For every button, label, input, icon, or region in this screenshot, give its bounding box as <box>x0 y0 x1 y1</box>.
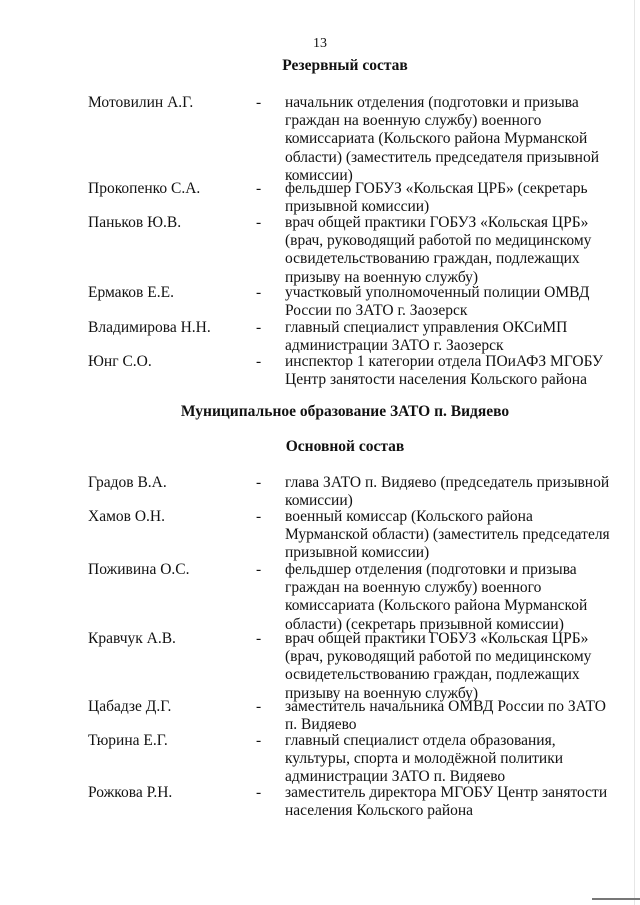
member-dash: - <box>256 94 262 111</box>
member-role: фельдшер ГОБУЗ «Кольская ЦРБ» (секретарь призывной комиссии) <box>285 180 588 216</box>
member-name: Владимирова Н.Н. <box>88 319 211 336</box>
member-role: фельдшер отделения (подготовки и призыва граждан на военную службу) военного комиссариата (Кольского района Мурманской области) (секретарь призывной комиссии) <box>285 561 588 633</box>
member-dash: - <box>256 561 262 578</box>
member-role: главный специалист отдела образования, культуры, спорта и молодёжной политики администрации ЗАТО п. Видяево <box>285 732 564 786</box>
member-dash: - <box>256 353 262 370</box>
member-dash: - <box>256 698 262 715</box>
member-dash: - <box>256 284 262 301</box>
scan-corner-mark <box>592 898 640 900</box>
member-name: Градов В.А. <box>88 474 167 491</box>
member-dash: - <box>256 508 262 525</box>
member-name: Цабадзе Д.Г. <box>88 698 172 715</box>
member-dash: - <box>256 732 262 749</box>
member-name: Тюрина Е.Г. <box>88 732 168 749</box>
member-role: заместитель начальника ОМВД России по ЗАТО п. Видяево <box>285 698 606 734</box>
member-role: военный комиссар (Кольского района Мурманской области) (заместитель председателя призывной комиссии) <box>285 508 610 562</box>
member-dash: - <box>256 784 262 801</box>
member-name: Юнг С.О. <box>88 353 152 370</box>
member-name: Хамов О.Н. <box>88 508 165 525</box>
member-name: Кравчук А.В. <box>88 630 176 647</box>
member-dash: - <box>256 630 262 647</box>
member-role: участковый уполномоченный полиции ОМВД России по ЗАТО г. Заозерск <box>285 284 590 320</box>
member-name: Поживина О.С. <box>88 561 190 578</box>
member-role: начальник отделения (подготовки и призыва граждан на военную службу) военного комиссариата (Кольского района Мурманской области) (заместитель председателя призывной комиссии) <box>285 94 600 184</box>
member-dash: - <box>256 180 262 197</box>
member-name: Ермаков Е.Е. <box>88 284 174 301</box>
scan-edge-line <box>634 0 635 905</box>
main-composition-heading: Основной состав <box>285 438 405 455</box>
member-name: Рожкова Р.Н. <box>88 784 173 801</box>
member-role: глава ЗАТО п. Видяево (председатель призывной комиссии) <box>285 474 610 510</box>
reserve-composition-heading: Резервный состав <box>282 57 408 74</box>
member-role: врач общей практики ГОБУЗ «Кольская ЦРБ» (врач, руководящий работой по медицинскому освидетельствованию граждан, подлежащих призыву на военную службу) <box>285 214 592 286</box>
member-role: главный специалист управления ОКСиМП администрации ЗАТО г. Заозерск <box>285 319 568 355</box>
municipality-heading: Муниципальное образование ЗАТО п. Видяево <box>180 403 510 420</box>
member-name: Мотовилин А.Г. <box>88 94 194 111</box>
member-name: Паньков Ю.В. <box>88 214 182 231</box>
member-role: инспектор 1 категории отдела ПОиАФЗ МГОБУ Центр занятости населения Кольского района <box>285 353 603 389</box>
member-dash: - <box>256 474 262 491</box>
member-name: Прокопенко С.А. <box>88 180 201 197</box>
member-role: заместитель директора МГОБУ Центр занятости населения Кольского района <box>285 784 608 820</box>
member-dash: - <box>256 319 262 336</box>
page-number: 13 <box>313 36 327 51</box>
member-role: врач общей практики ГОБУЗ «Кольская ЦРБ» (врач, руководящий работой по медицинскому освидетельствованию граждан, подлежащих призыву на военную службу) <box>285 630 592 702</box>
member-dash: - <box>256 214 262 231</box>
